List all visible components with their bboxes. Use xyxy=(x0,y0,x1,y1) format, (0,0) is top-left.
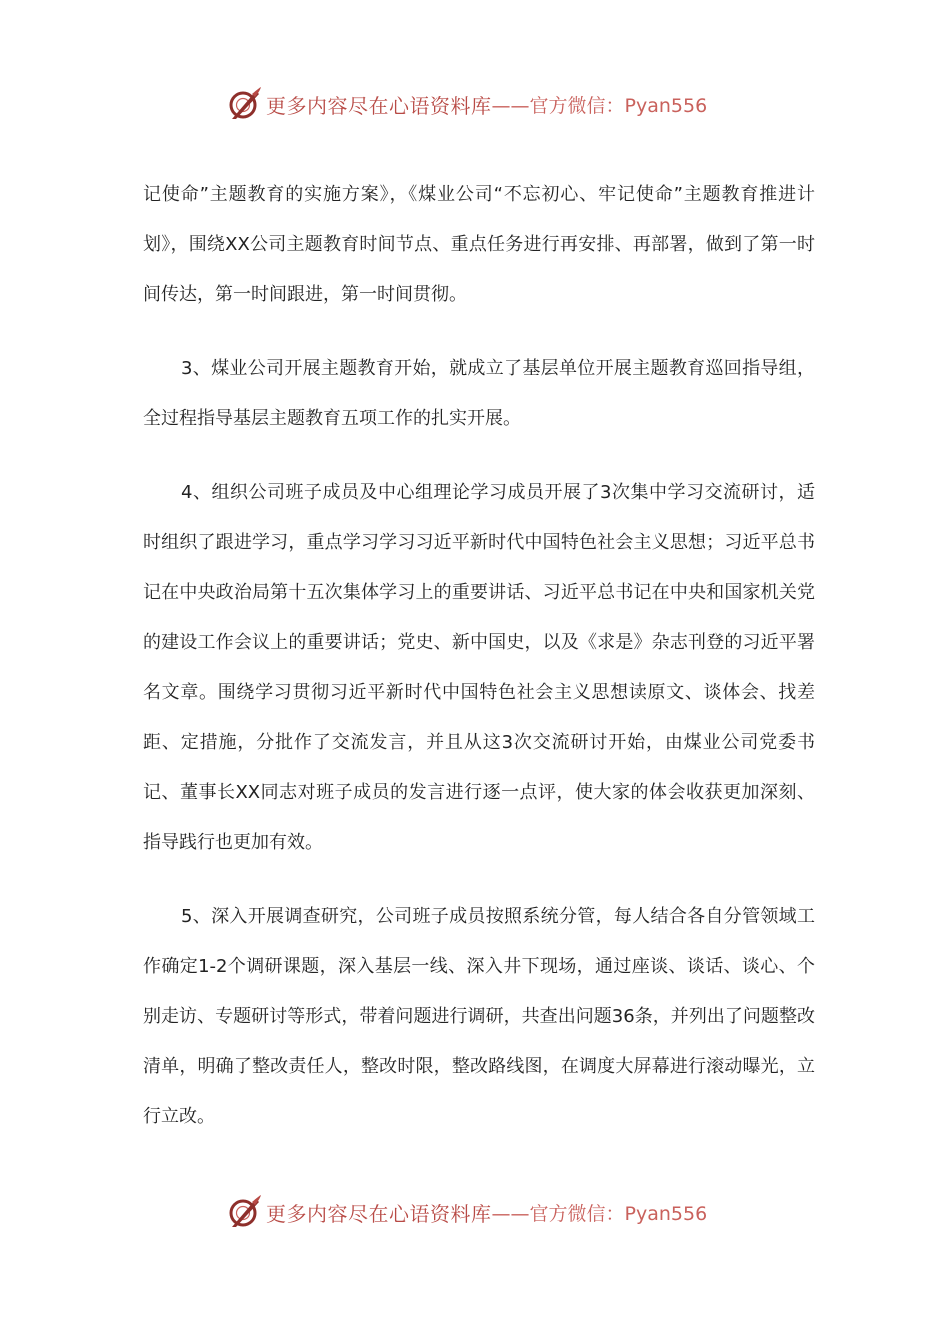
header-banner xyxy=(226,84,786,124)
quill-pen-logo-icon xyxy=(226,86,262,122)
footer-banner xyxy=(226,1192,786,1232)
document-body xyxy=(143,170,815,1142)
wechat-contact-text: ——官方微信：Pyan556 xyxy=(491,94,708,117)
paragraph-item-4: 4、组织公司班子成员及中心组理论学习成员开展了3次集中学习交流研讨，适时组织了跟进学习，重点学习学习习近平新时代中国特色社会主义思想；习近平总书记在中央政治局第十五次集体学习上的重要讲话、习近平总书记在中央和国家机关党的建设工作会议上的重要讲话；党史、新中国史，以及《求是》杂志刊登的习近平署名文章。围绕学习贯彻习近平新时代中国特色社会主义思想读原文、谈体会、找差距、定措施，分批作了交流发言，并且从这3次交流研讨开始，由煤业公司党委书记、董事长XX同志对班子成员的发言进行逐一点评，使大家的体会收获更加深刻、指导践行也更加有效。 xyxy=(143,482,815,853)
paragraph-item-3: 3、煤业公司开展主题教育开始，就成立了基层单位开展主题教育巡回指导组，全过程指导基层主题教育五项工作的扎实开展。 xyxy=(143,358,815,429)
paragraph-continuation: 记使命”主题教育的实施方案》，《煤业公司“不忘初心、牢记使命”主题教育推进计划》，围绕XX公司主题教育时间节点、重点任务进行再安排、再部署，做到了第一时间传达，第一时间跟进，第一时间贯彻。 xyxy=(143,184,815,305)
paragraph-item-5: 5、深入开展调查研究，公司班子成员按照系统分管，每人结合各自分管领域工作确定1-2个调研课题，深入基层一线、深入井下现场，通过座谈、谈话、谈心、个别走访、专题研讨等形式，带着问题进行调研，共查出问题36条，并列出了问题整改清单，明确了整改责任人，整改时限，整改路线图，在调度大屏幕进行滚动曝光，立行立改。 xyxy=(143,906,815,1127)
site-name-text: 更多内容尽在心语资料库 xyxy=(266,1201,492,1226)
site-name-text: 更多内容尽在心语资料库 xyxy=(266,93,492,118)
wechat-contact-text: ——官方微信：Pyan556 xyxy=(491,1202,708,1225)
quill-pen-logo-icon xyxy=(226,1194,262,1230)
